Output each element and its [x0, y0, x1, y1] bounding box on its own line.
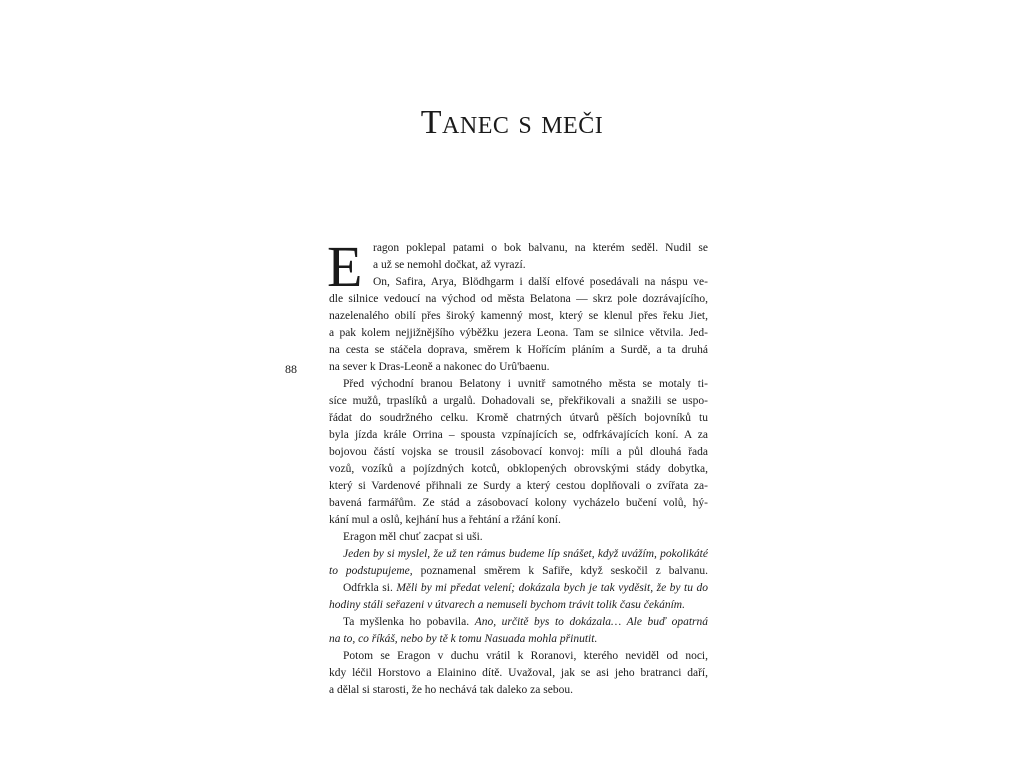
text-run: dle silnice vedoucí na východ od města Belatona — skrz pole dozrávajícího, [329, 293, 708, 305]
text-line [329, 512, 708, 529]
italic-text: to podstupujeme, [329, 565, 413, 577]
text-line [329, 393, 708, 410]
text-line [329, 376, 708, 393]
text-run: na sever k Dras-Leoně a nakonec do Urû'baenu. [329, 361, 550, 373]
drop-cap: E [327, 234, 363, 299]
text-run: kání mul a oslů, kejhání hus a řehtání a ržání koní. [329, 514, 561, 526]
text-run: Před východní branou Belatony i uvnitř samotného města se motaly ti- [343, 378, 708, 390]
text-line [329, 546, 708, 563]
page-number: 88 [285, 362, 297, 376]
italic-text: Jeden by si myslel, že už ten rámus budeme líp snášet, když uvážím, pokolikáté [343, 548, 708, 560]
text-line [329, 614, 708, 631]
text-line [329, 444, 708, 461]
italic-text: na to, co říkáš, nebo by tě k tomu Nasuada mohla přinutit. [329, 633, 598, 645]
text-run: který si Vardenové přihnali ze Surdy a který cestou doplňovali o zvířata za- [329, 480, 708, 492]
text-line [329, 495, 708, 512]
text-line [329, 631, 708, 648]
text-run: bavená farmářům. Ze stád a zásobovací kolony vycházelo bučení volů, hý- [329, 497, 708, 509]
text-line [329, 359, 708, 376]
text-run: Ta myšlenka ho pobavila. [343, 616, 475, 628]
text-line [329, 461, 708, 478]
text-line [329, 308, 708, 325]
chapter-title: Tanec s meči [420, 104, 604, 141]
text-line [329, 563, 708, 580]
text-line [329, 274, 708, 291]
text-line [329, 648, 708, 665]
text-run: a už se nemohl dočkat, až vyrazí. [373, 259, 526, 271]
text-run: ragon poklepal patami o bok balvanu, na kterém seděl. Nudil se [373, 242, 708, 254]
text-line [329, 682, 708, 699]
text-run: na cesta se stáčela doprava, směrem k Hořícím pláním a Surdě, a ta druhá [329, 344, 708, 356]
text-line [329, 597, 708, 614]
text-line [329, 580, 708, 597]
text-run: vozů, vozíků a pojízdných kotců, obklopených obrovskými stády dobytka, [329, 463, 708, 475]
text-run: kdy léčil Horstovo a Elainino dítě. Uvažoval, jak se asi jeho bratranci daří, [329, 667, 708, 679]
italic-text: hodiny stáli seřazeni v útvarech a nemuseli bychom trávit tolik času čekáním. [329, 599, 685, 611]
text-line [329, 342, 708, 359]
text-run: byla jízda krále Orrina – spousta vzpínajících se, odfrkávajících koní. A za [329, 429, 708, 441]
text-run: a dělal si starosti, že ho nechává tak daleko za sebou. [329, 684, 573, 696]
text-line [329, 427, 708, 444]
text-run: síce mužů, trpaslíků a urgalů. Dohadovali se, překřikovali a snažili se uspo- [329, 395, 708, 407]
text-run: Potom se Eragon v duchu vrátil k Roranovi, kterého neviděl od noci, [343, 650, 708, 662]
text-run: a pak kolem nejjižnějšího výběžku jezera Leona. Tam se silnice větvila. Jed- [329, 327, 708, 339]
body-text [327, 234, 708, 699]
text-line [329, 257, 708, 274]
text-run: nazelenalého obilí přes široký kamenný most, který se klenul přes řeku Jiet, [329, 310, 708, 322]
text-run: bojovou částí vojska se trousil zásobovací konvoj: míli a půl dlouhá řada [329, 446, 708, 458]
text-run: On, Safira, Arya, Blödhgarm i další elfové posedávali na náspu ve- [373, 276, 708, 288]
italic-text: Ano, určitě bys to dokázala… Ale buď opatrná [474, 616, 708, 628]
text-line [329, 291, 708, 308]
text-line [329, 665, 708, 682]
italic-text: Měli by mi předat velení; dokázala bych je tak vyděsit, že by tu do [396, 582, 708, 594]
text-line [329, 410, 708, 427]
text-line [329, 529, 708, 546]
text-line [329, 478, 708, 495]
text-line [329, 325, 708, 342]
text-run: řádat do soudržného celku. Kromě chatrných útvarů pěších bojovníků tu [329, 412, 708, 424]
text-run: Eragon měl chuť zacpat si uši. [343, 531, 483, 543]
text-run: Odfrkla si. [343, 582, 397, 594]
text-line [329, 240, 708, 257]
text-run: poznamenal směrem k Safiře, když seskočil z balvanu. [412, 565, 708, 577]
